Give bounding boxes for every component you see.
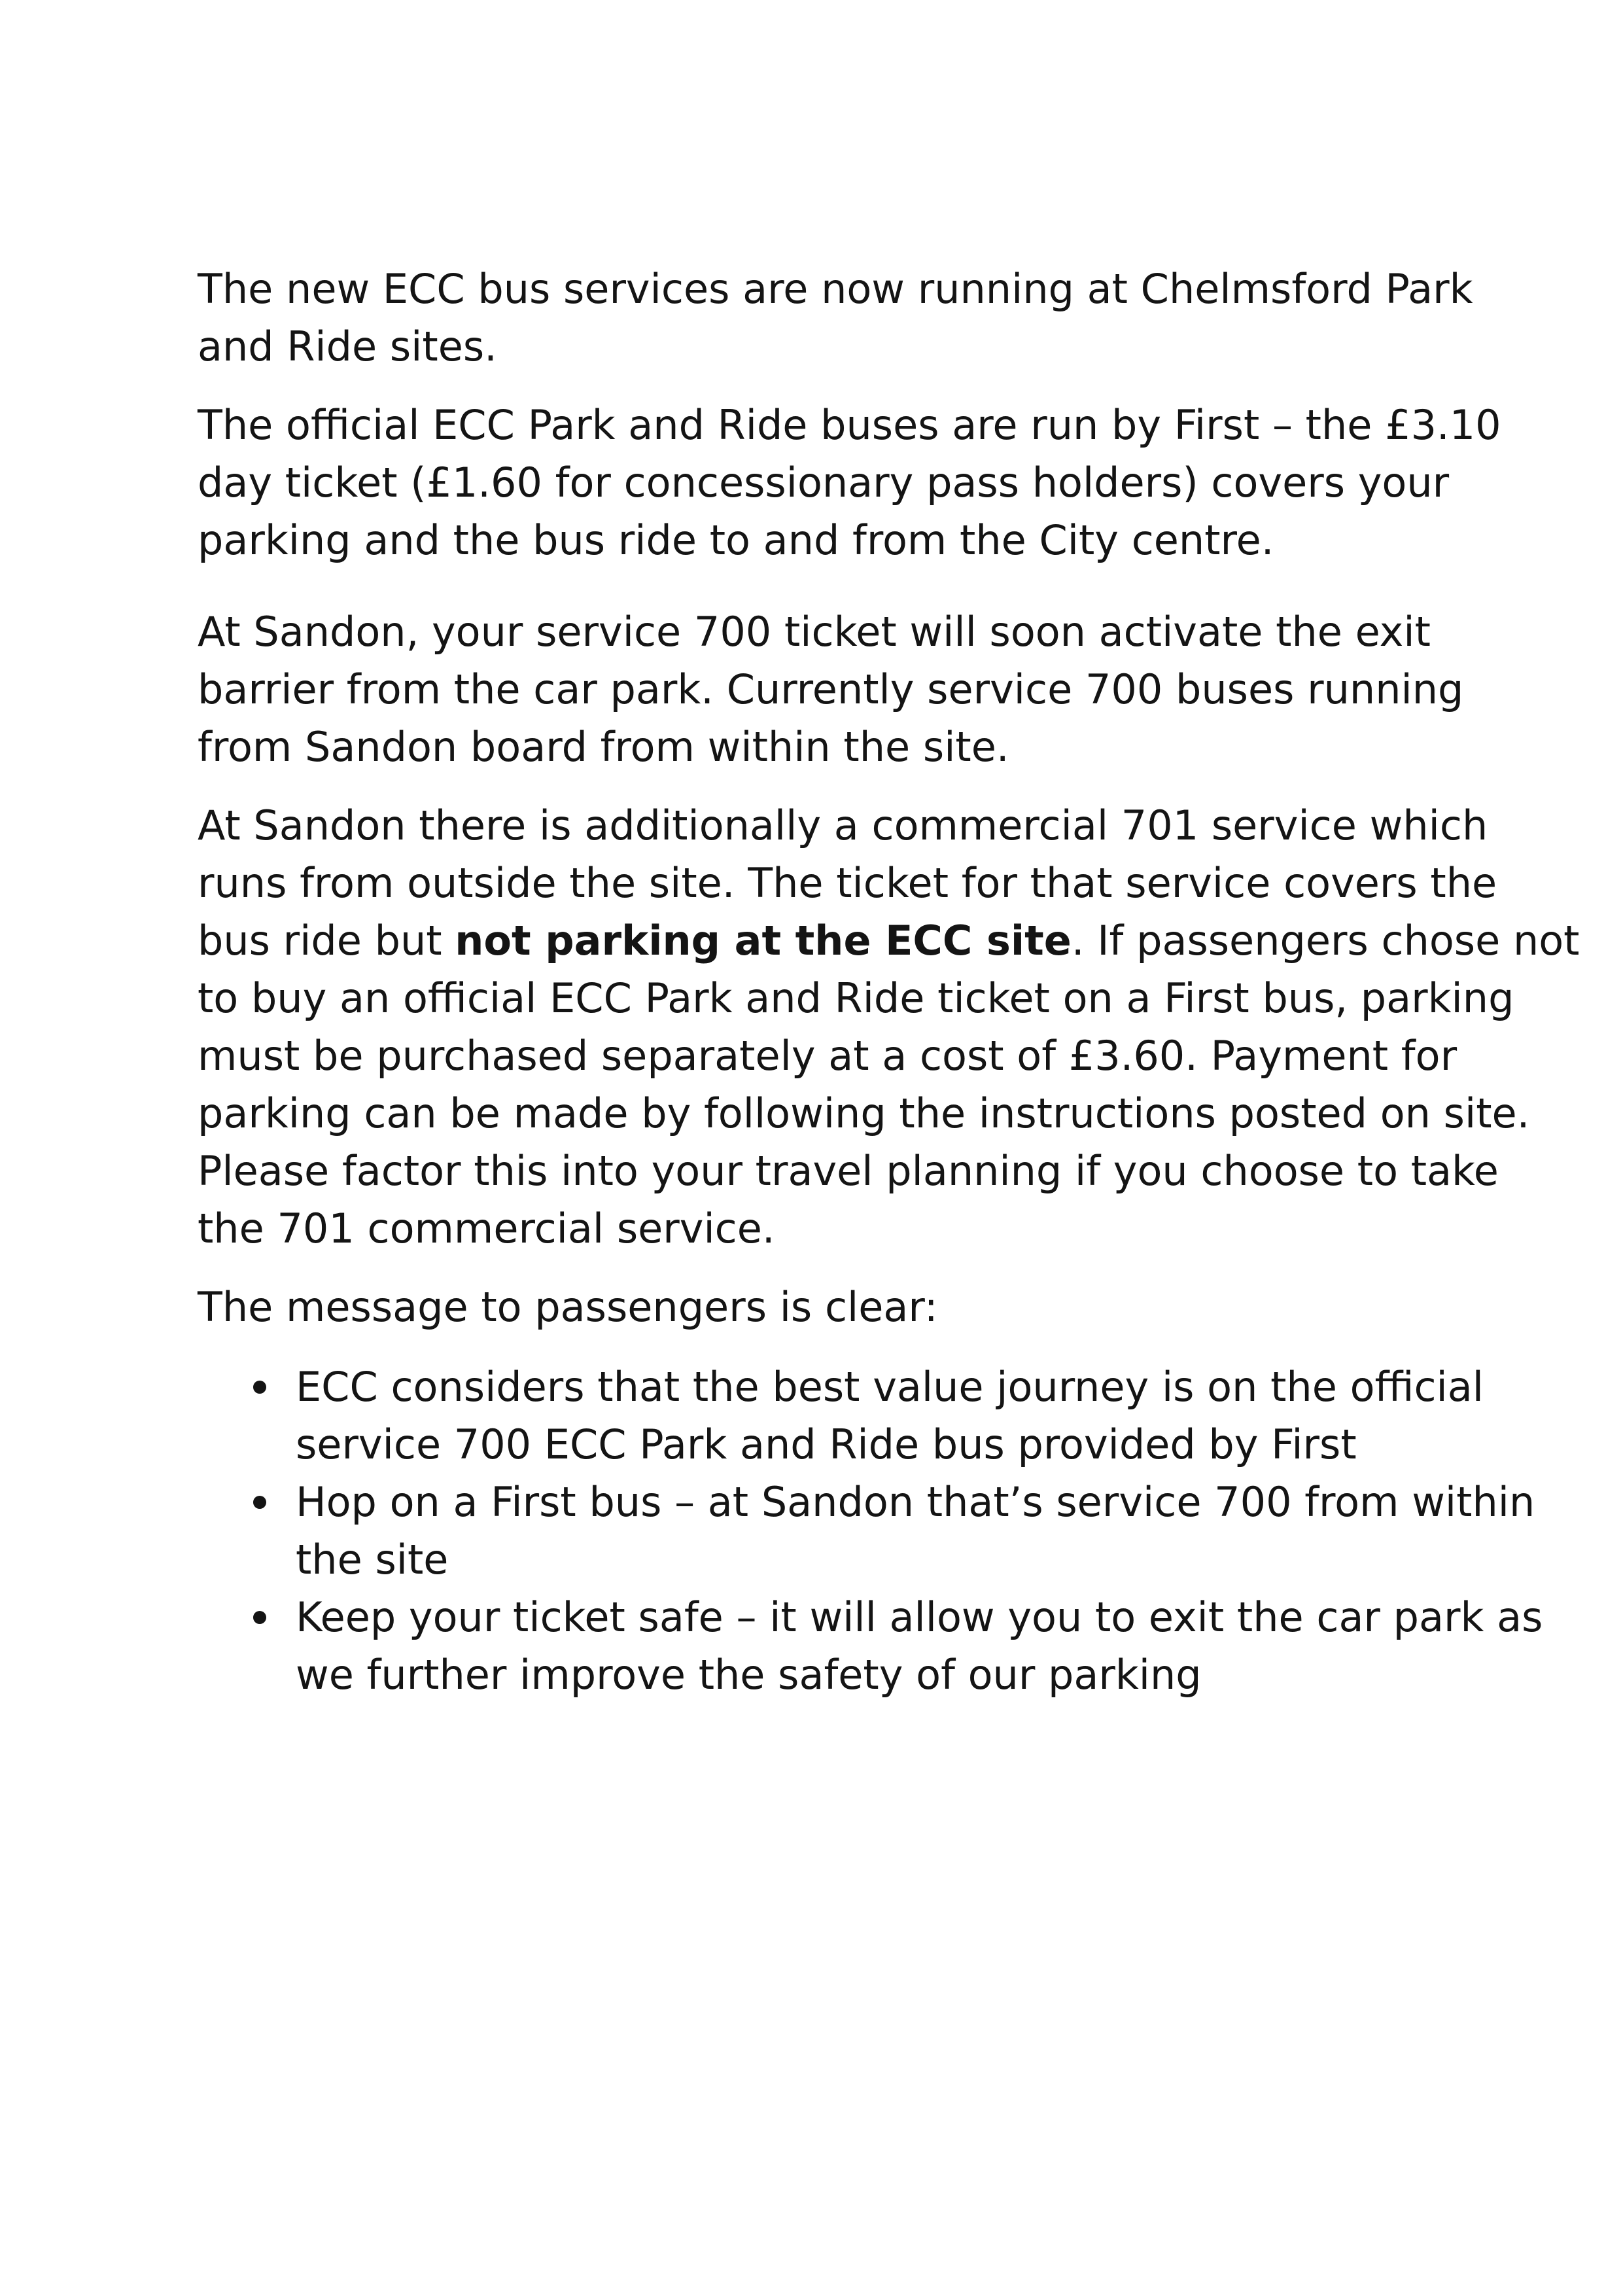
bullet-item xyxy=(198,1474,1535,1589)
text-line: runs from outside the site. The ticket for that service covers the xyxy=(198,859,1497,907)
text-line: The official ECC Park and Ride buses are run by First – the £3.10 xyxy=(198,401,1501,449)
bullet-list xyxy=(198,1358,1543,1704)
text-line: to buy an official ECC Park and Ride ticket on a First bus, parking xyxy=(198,974,1514,1022)
text-line: Please factor this into your travel planning if you choose to take xyxy=(198,1147,1499,1195)
text-line: from Sandon board from within the site. xyxy=(198,723,1009,771)
text-line: the site xyxy=(296,1536,449,1583)
bullet-item xyxy=(198,1589,1543,1704)
text-line: At Sandon, your service 700 ticket will soon activate the exit xyxy=(198,608,1431,656)
text-line: Hop on a First bus – at Sandon that’s service 700 from within xyxy=(296,1478,1535,1526)
text-line: the 701 commercial service. xyxy=(198,1205,775,1252)
bullet-item xyxy=(198,1358,1484,1474)
bullet-dot-icon xyxy=(253,1381,266,1394)
text-line: barrier from the car park. Currently service 700 buses running xyxy=(198,665,1464,713)
text-line xyxy=(198,912,1580,970)
paragraph-commercial-701 xyxy=(198,797,1580,1258)
text-line: parking can be made by following the instructions posted on site. xyxy=(198,1089,1530,1137)
text-line: The message to passengers is clear: xyxy=(198,1283,938,1331)
text-line: and Ride sites. xyxy=(198,323,497,370)
text-line: The new ECC bus services are now running at Chelmsford Park xyxy=(198,265,1473,313)
bullet-dot-icon xyxy=(253,1496,266,1509)
text-line: service 700 ECC Park and Ride bus provided by First xyxy=(296,1421,1357,1468)
paragraph-intro xyxy=(198,260,1473,376)
bullet-dot-icon xyxy=(253,1611,266,1624)
document-body xyxy=(198,260,1580,1704)
text-line: day ticket (£1.60 for concessionary pass holders) covers your xyxy=(198,459,1450,506)
text-segment: . If passengers chose not xyxy=(1071,917,1580,964)
text-line: we further improve the safety of our parking xyxy=(296,1651,1202,1699)
text-line: parking and the bus ride to and from the City centre. xyxy=(198,516,1274,564)
text-line: must be purchased separately at a cost of £3.60. Payment for xyxy=(198,1032,1457,1080)
text-segment: bus ride but xyxy=(198,917,455,964)
text-line: At Sandon there is additionally a commercial 701 service which xyxy=(198,802,1488,849)
paragraph-ticket-info xyxy=(198,397,1501,569)
text-line: ECC considers that the best value journey is on the official xyxy=(296,1363,1484,1411)
paragraph-message-intro xyxy=(198,1279,1467,1336)
paragraph-sandon-barrier xyxy=(198,603,1467,776)
bold-emphasis: not parking at the ECC site xyxy=(455,917,1072,964)
text-line: Keep your ticket safe – it will allow you to exit the car park as xyxy=(296,1593,1543,1641)
